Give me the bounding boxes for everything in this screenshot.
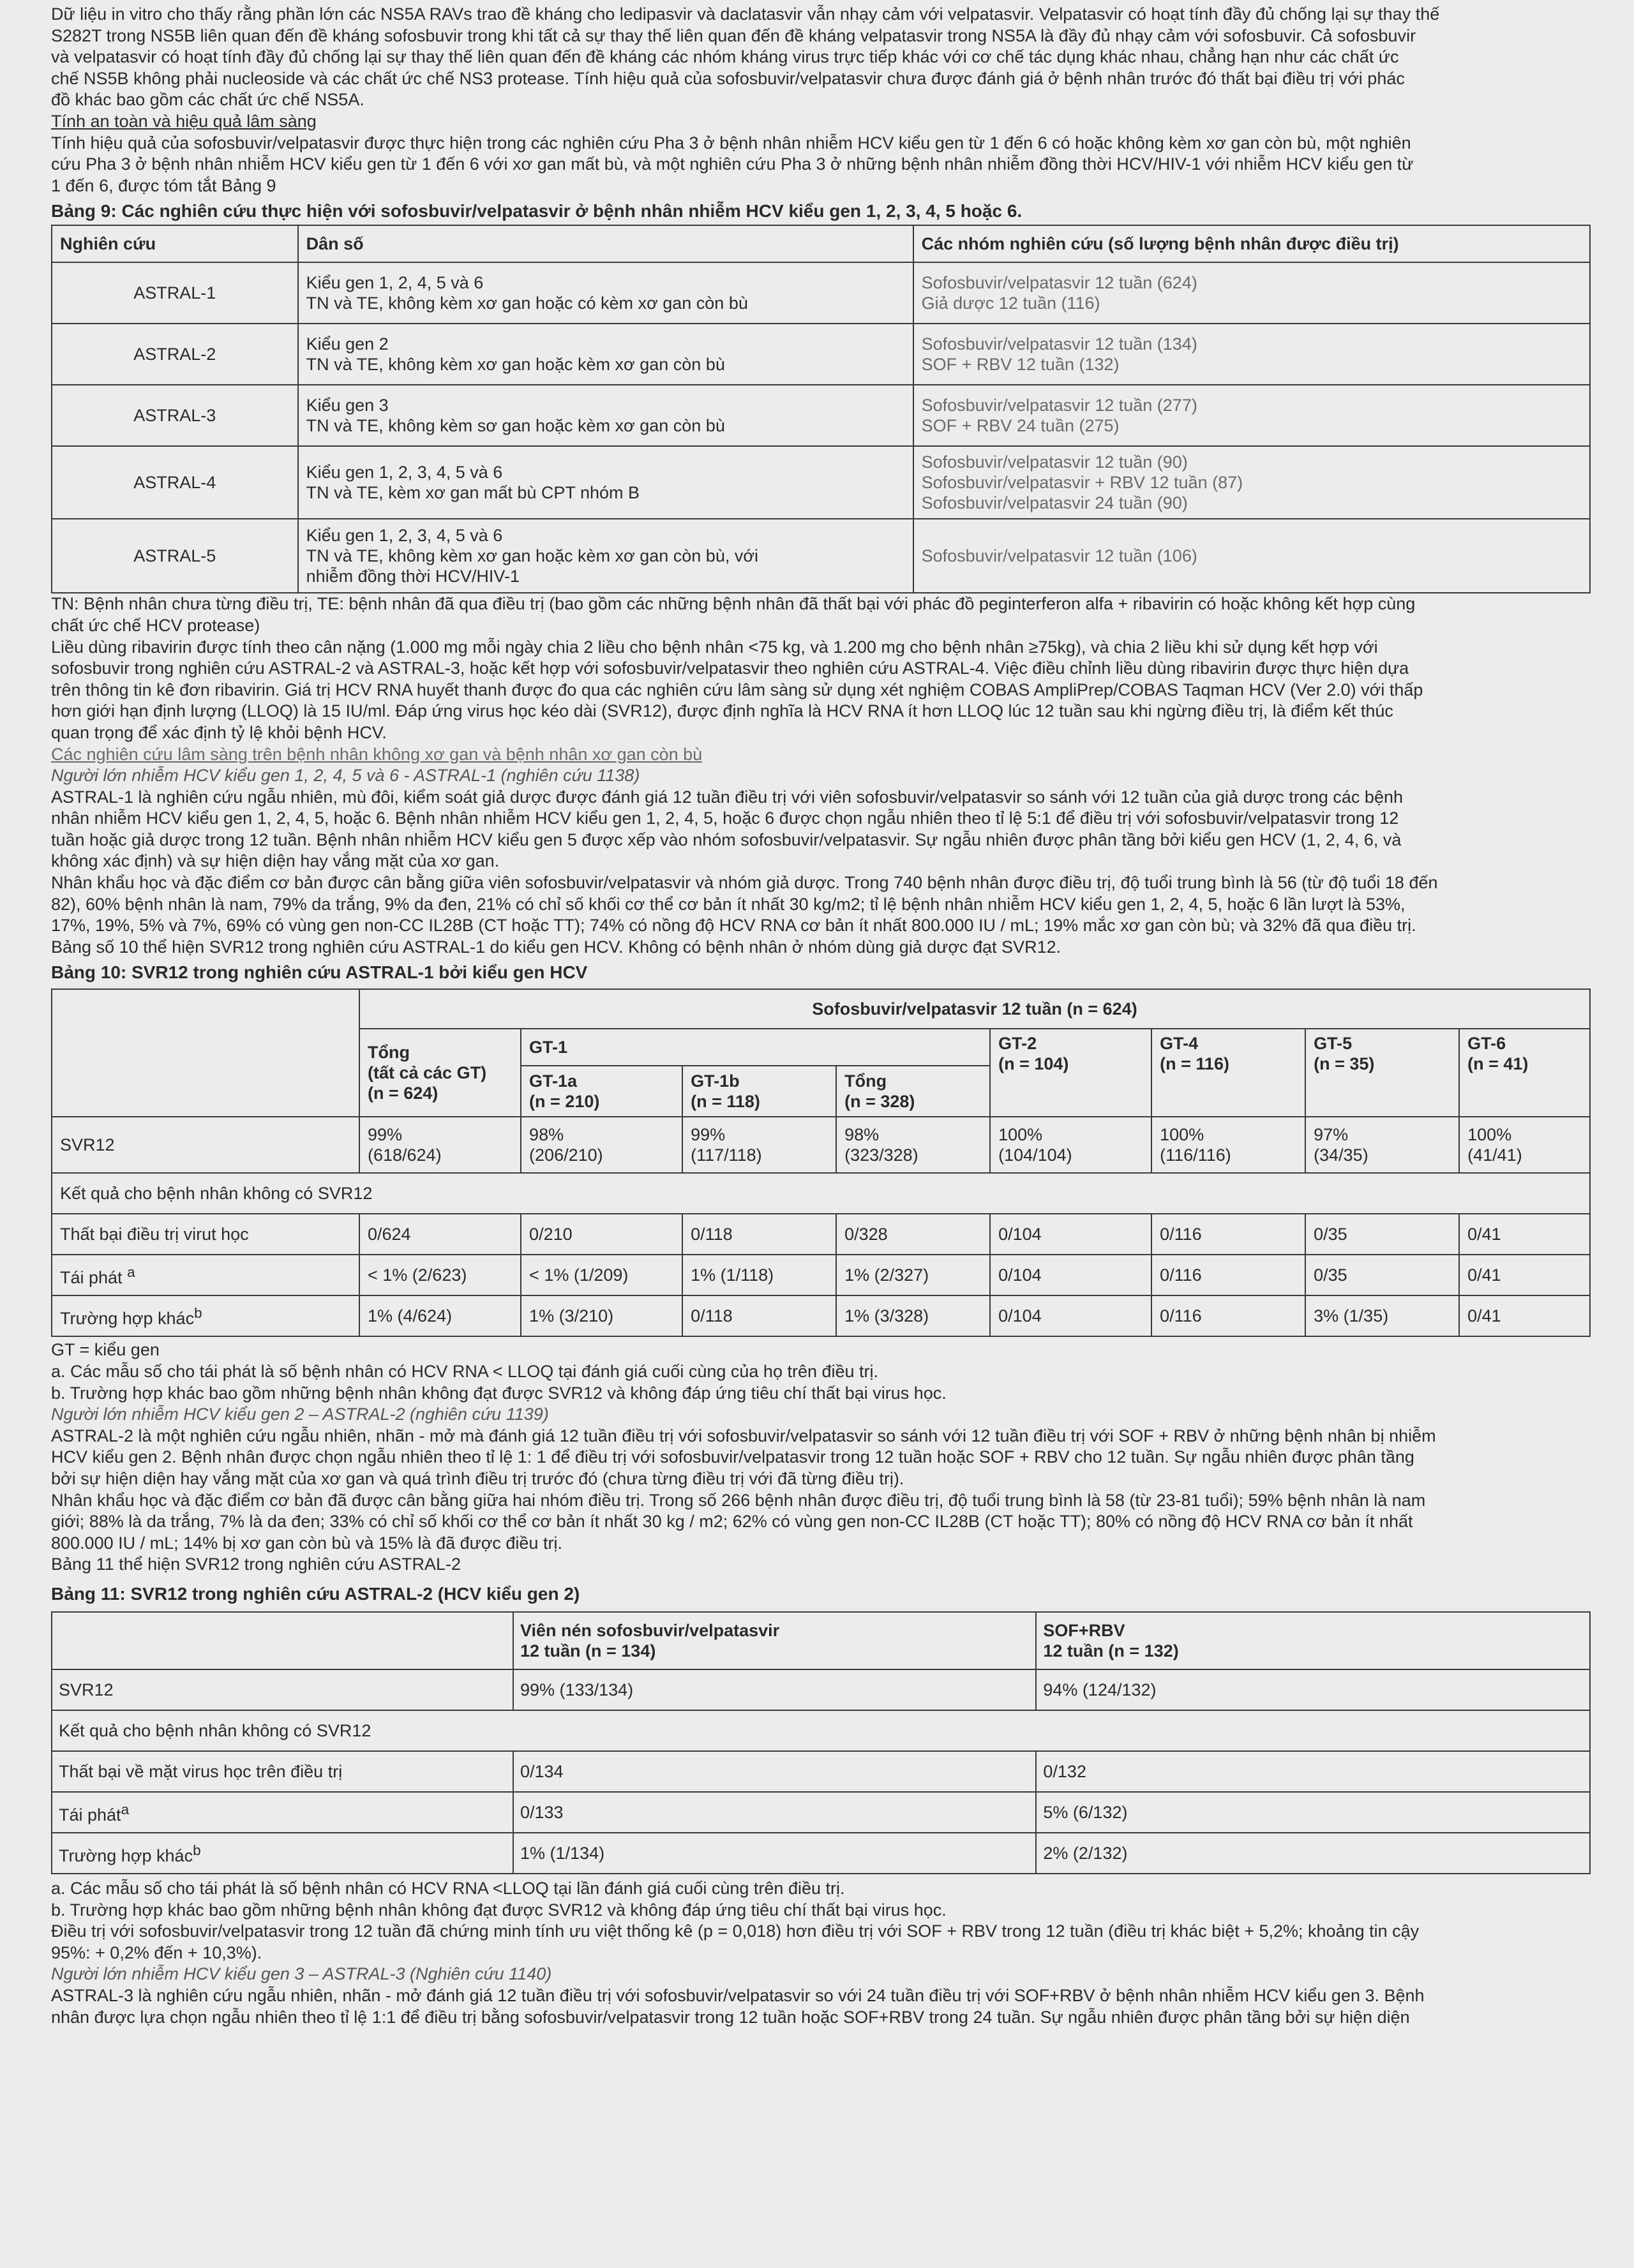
text-line: tuần hoặc giả dược trong 12 tuần. Bệnh nhân nhiễm HCV kiểu gen 5 được xếp vào nhóm sofosbuvir/velpatasvir. Sự ngẫu nhiên được phân tầng bởi kiểu gen HCV (1, 2, 4, 6, và (51, 830, 1402, 849)
text-line: a. Các mẫu số cho tái phát là số bệnh nhân có HCV RNA < LLOQ tại đánh giá cuối cùng của họ trên điều trị. (51, 1362, 879, 1382)
cell-line: Sofosbuvir/velpatasvir 12 tuần (106) (921, 546, 1197, 566)
footnote-marker: a (127, 1264, 135, 1281)
text-line: Bảng số 10 thể hiện SVR12 trong nghiên cứu ASTRAL-1 do kiểu gen HCV. Không có bệnh nhân ở nhóm dùng giả dược đạt SVR12. (51, 937, 1061, 957)
subsection-heading: Người lớn nhiễm HCV kiểu gen 3 – ASTRAL-3 (Nghiên cứu 1140) (51, 1964, 552, 1984)
cell-line: TN và TE, không kèm sơ gan hoặc kèm xơ gan còn bù (306, 416, 725, 436)
text-line: Dữ liệu in vitro cho thấy rằng phần lớn các NS5A RAVs trao đề kháng cho ledipasvir và daclatasvir vẫn nhạy cảm với velpatasvir. Velpatasvir có hoạt tính đầy đủ chống lại sự thay thế (51, 4, 1440, 24)
table-row (52, 385, 1590, 446)
subsection-heading: Người lớn nhiễm HCV kiểu gen 1, 2, 4, 5 và 6 - ASTRAL-1 (nghiên cứu 1138) (51, 766, 640, 786)
table-cell: 0/116 (1151, 1295, 1305, 1336)
cell-line: (116/116) (1160, 1145, 1231, 1165)
cell-line: (n = 104) (998, 1054, 1069, 1074)
table9-notes (51, 593, 1591, 743)
cell-line: (117/118) (691, 1145, 762, 1165)
column-header: Dân số (298, 225, 913, 262)
text-line: S282T trong NS5B liên quan đến đề kháng sofosbuvir trong khi tất cả sự thay thế liên quan đến đề kháng velpatasvir trong NS5A là đầy đủ nhạy cảm với sofosbuvir. Cả sofosbuvir (51, 26, 1416, 45)
table-cell: 0/210 (521, 1214, 682, 1255)
table-cell: 0/132 (1036, 1751, 1590, 1792)
table-cell (836, 1117, 990, 1173)
column-header (682, 1066, 836, 1117)
text-line: trên thông tin kê đơn ribavirin. Giá trị HCV RNA huyết thanh được đo qua các nghiên cứu lâm sàng sử dụng xét nghiệm COBAS AmpliPrep/COBAS Taqman HCV (Ver 2.0) với thấp (51, 680, 1423, 699)
table-cell (359, 1117, 521, 1173)
cell-line: (tất cả các GT) (368, 1063, 487, 1083)
cell-line: (n = 35) (1314, 1054, 1375, 1074)
table-cell (1459, 1117, 1590, 1173)
text-line: không xác định) và sự hiện diện hay vắng mặt của xơ gan. (51, 851, 500, 871)
text-line: đồ khác bao gồm các chất ức chế NS5A. (51, 90, 364, 110)
cell-line: Sofosbuvir/velpatasvir + RBV 12 tuần (87) (921, 473, 1243, 493)
cell-line: TN và TE, không kèm xơ gan hoặc kèm xơ gan còn bù (306, 355, 725, 375)
row-label-text: Tái phát (60, 1268, 123, 1288)
text-line: Liều dùng ribavirin được tính theo cân nặng (1.000 mg mỗi ngày chia 2 liều cho bệnh nhân <75 kg, và 1.200 mg cho bệnh nhân ≥75kg), và chia 2 liều khi sử dụng kết hợp với (51, 637, 1378, 657)
table-cell: 94% (124/132) (1036, 1669, 1590, 1710)
population-cell (298, 446, 913, 519)
cell-line: Kiểu gen 2 (306, 334, 389, 354)
table-cell: 0/624 (359, 1214, 521, 1255)
cell-line: (104/104) (998, 1145, 1072, 1165)
text-line: TN: Bệnh nhân chưa từng điều trị, TE: bệnh nhân đã qua điều trị (bao gồm các những bệnh nhân đã thất bại với phác đồ peginterferon alfa + ribavirin có hoặc không kết hợp cùng (51, 594, 1416, 614)
cell-line: Kiểu gen 1, 2, 4, 5 và 6 (306, 273, 484, 293)
table-row (52, 1117, 1590, 1173)
text-line: quan trọng để xác định tỷ lệ khỏi bệnh HCV. (51, 722, 387, 742)
table-cell (682, 1117, 836, 1173)
arms-cell (913, 385, 1590, 446)
row-label (52, 1833, 513, 1874)
table-caption: Bảng 10: SVR12 trong nghiên cứu ASTRAL-1 bởi kiểu gen HCV (51, 962, 588, 983)
column-header (1459, 1029, 1590, 1117)
column-header (1305, 1029, 1459, 1117)
table-cell: 0/118 (682, 1214, 836, 1255)
text-line: nhân nhiễm HCV kiểu gen 1, 2, 4, 5, hoặc 6. Bệnh nhân nhiễm HCV kiểu gen 1, 2, 4, 5, hoặc 6 được chọn ngẫu nhiên theo tỉ lệ 5:1 để điều trị với sofosbuvir/velpatasvir trong 12 (51, 809, 1399, 828)
table-cell: 99% (133/134) (513, 1669, 1036, 1710)
table-row (52, 446, 1590, 519)
cell-line: 99% (691, 1125, 726, 1145)
table-row (52, 1173, 1590, 1214)
text-line: ASTRAL-3 là nghiên cứu ngẫu nhiên, nhãn - mở đánh giá 12 tuần điều trị với sofosbuvir/velpatasvir so với 24 tuần điều trị với SOF+RBV ở bệnh nhân nhiễm HCV kiểu gen 3. Bệnh (51, 1985, 1425, 2005)
row-label (52, 1792, 513, 1833)
study-name: ASTRAL-5 (52, 519, 298, 593)
table-cell: 5% (6/132) (1036, 1792, 1590, 1833)
cell-line: GT-1b (691, 1071, 740, 1091)
table-caption: Bảng 9: Các nghiên cứu thực hiện với sofosbuvir/velpatasvir ở bệnh nhân nhiễm HCV kiểu gen 1, 2, 3, 4, 5 hoặc 6. (51, 201, 1023, 221)
cell-line: TN và TE, không kèm xơ gan hoặc kèm xơ gan còn bù, với (306, 546, 759, 566)
arms-cell (913, 324, 1590, 385)
cell-line: Sofosbuvir/velpatasvir 24 tuần (90) (921, 493, 1188, 513)
arms-cell (913, 519, 1590, 593)
column-header: Nghiên cứu (52, 225, 298, 262)
text-line: nhân được lựa chọn ngẫu nhiên theo tỉ lệ 1:1 để điều trị bằng sofosbuvir/velpatasvir trong 12 tuần hoặc SOF+RBV trong 24 tuần. Sự ngẫu nhiên được phân tầng bởi sự hiện diện (51, 2007, 1410, 2027)
cell-line: SOF + RBV 12 tuần (132) (921, 355, 1120, 375)
table-cell: < 1% (1/209) (521, 1255, 682, 1295)
empty-corner-cell (52, 989, 359, 1117)
astral3-paragraph (51, 1985, 1591, 2028)
column-header (836, 1066, 990, 1117)
cell-line: 98% (529, 1125, 564, 1145)
population-cell (298, 324, 913, 385)
table-cell: 1% (2/327) (836, 1255, 990, 1295)
cell-line: GT-1a (529, 1071, 578, 1091)
intro-paragraph (51, 4, 1591, 111)
footnote-marker: a (121, 1801, 130, 1817)
cell-line: 97% (1314, 1125, 1349, 1145)
row-label: Thất bại điều trị virut học (52, 1214, 359, 1255)
cell-line: (618/624) (368, 1145, 442, 1165)
text-line: b. Trường hợp khác bao gồm những bệnh nhân không đạt được SVR12 và không đáp ứng tiêu chí thất bại virus học. (51, 1900, 947, 1920)
cell-line: 12 tuần (n = 134) (520, 1641, 656, 1660)
table-cell: 1% (3/210) (521, 1295, 682, 1336)
cell-line: (323/328) (844, 1145, 918, 1165)
text-line: cứu Pha 3 ở bệnh nhân nhiễm HCV kiểu gen từ 1 đến 6 với xơ gan mất bù, và một nghiên cứu Pha 3 ở những bệnh nhân nhiễm đồng thời HCV/HIV-1 với nhiễm HCV kiểu gen từ (51, 154, 1414, 174)
column-header (521, 1066, 682, 1117)
text-line: HCV kiểu gen 2. Bệnh nhân được chọn ngẫu nhiên theo tỉ lệ 1: 1 để điều trị với sofosbuvir/velpatasvir trong 12 tuần hoặc SOF + RBV cho 12 tuần. Sự ngẫu nhiên được phân tầng (51, 1447, 1414, 1467)
table-cell: 0/118 (682, 1295, 836, 1336)
row-label (52, 1295, 359, 1336)
cell-line: Giả dược 12 tuần (116) (921, 294, 1100, 313)
table-cell: 2% (2/132) (1036, 1833, 1590, 1874)
table-cell: 0/328 (836, 1214, 990, 1255)
table-11 (51, 1611, 1591, 1874)
table-cell: 0/104 (990, 1255, 1151, 1295)
table-cell: 0/134 (513, 1751, 1036, 1792)
column-header (359, 1029, 521, 1117)
text-line: bởi sự hiện diện hay vắng mặt của xơ gan và quá trình điều trị trước đó (chưa từng điều trị với đã từng điều trị). (51, 1469, 904, 1488)
text-line: Điều trị với sofosbuvir/velpatasvir trong 12 tuần đã chứng minh tính ưu việt thống kê (p = 0,018) hơn điều trị với SOF + RBV trong 12 tuần (điều trị khác biệt + 5,2%; khoảng tin cậy (51, 1921, 1420, 1941)
cell-line: GT-2 (998, 1034, 1037, 1054)
table-10 (51, 989, 1591, 1337)
text-line: và velpatasvir có hoạt tính đầy đủ chống lại sự thay thế liên quan đến đề kháng các nhóm kháng virus trực tiếp khác với cơ chế tác dụng khác nhau, chẳng hạn như các chất ức (51, 47, 1399, 67)
text-line: 1 đến 6, được tóm tắt Bảng 9 (51, 175, 276, 195)
text-line: ASTRAL-2 là một nghiên cứu ngẫu nhiên, nhãn - mở mà đánh giá 12 tuần điều trị với sofosbuvir/velpatasvir so sánh với 12 tuần điều trị với SOF + RBV ở những bệnh nhân bị nhiễm (51, 1426, 1436, 1445)
cell-line: 98% (844, 1125, 880, 1145)
cell-line: Tổng (844, 1071, 887, 1091)
cell-line: 100% (1467, 1125, 1512, 1145)
table-row (52, 1255, 1590, 1295)
table-cell (990, 1117, 1151, 1173)
population-cell (298, 519, 913, 593)
cell-line: Kiểu gen 3 (306, 396, 389, 415)
table-9 (51, 225, 1591, 593)
table-cell: 0/35 (1305, 1214, 1459, 1255)
table-row (52, 324, 1590, 385)
cell-line: (n = 116) (1160, 1054, 1229, 1074)
column-header: Các nhóm nghiên cứu (số lượng bệnh nhân được điều trị) (913, 225, 1590, 262)
cell-line: (206/210) (529, 1145, 603, 1165)
population-cell (298, 385, 913, 446)
text-line: Nhân khẩu học và đặc điểm cơ bản đã được cân bằng giữa hai nhóm điều trị. Trong số 266 bệnh nhân được điều trị, độ tuổi trung bình là 58 (từ 23-81 tuổi); 59% bệnh nhân là nam (51, 1490, 1426, 1510)
text-line: 800.000 IU / mL; 14% bị xơ gan còn bù và 15% là đã được điều trị. (51, 1533, 562, 1553)
table-cell: 0/133 (513, 1792, 1036, 1833)
cell-line: Sofosbuvir/velpatasvir 12 tuần (277) (921, 396, 1197, 415)
cell-line: GT-5 (1314, 1034, 1353, 1054)
text-line: a. Các mẫu số cho tái phát là số bệnh nhân có HCV RNA <LLOQ tại lần đánh giá cuối cùng trên điều trị. (51, 1878, 845, 1898)
text-line: giới; 88% là da trắng, 7% là da đen; 33% có chỉ số khối cơ thể cơ bản ít nhất 30 kg / m2; 62% có vùng gen non-CC IL28B (CT hoặc TT); 80% có nồng độ HCV RNA cơ bản ít nhất (51, 1512, 1413, 1532)
table-row (52, 519, 1590, 593)
cell-line: TN và TE, kèm xơ gan mất bù CPT nhóm B (306, 483, 640, 503)
table-cell: 0/41 (1459, 1214, 1590, 1255)
column-header: GT-1 (521, 1029, 990, 1066)
table-header-row (52, 1612, 1590, 1669)
text-line: 95%: + 0,2% đến + 10,3%). (51, 1943, 262, 1962)
text-line: sofosbuvir trong nghiên cứu ASTRAL-2 và ASTRAL-3, hoặc kết hợp với sofosbuvir/velpatasvir theo nghiên cứu ASTRAL-4. Việc điều chỉnh liều dùng ribavirin được thực hiện dựa (51, 659, 1409, 678)
table-row (52, 1751, 1590, 1792)
section-row: Kết quả cho bệnh nhân không có SVR12 (52, 1710, 1590, 1751)
cell-line: (n = 210) (529, 1092, 600, 1112)
column-header (990, 1029, 1151, 1117)
cell-line: SOF + RBV 24 tuần (275) (921, 416, 1120, 436)
text-line: Bảng 11 thể hiện SVR12 trong nghiên cứu ASTRAL-2 (51, 1555, 461, 1574)
row-label: Thất bại về mặt virus học trên điều trị (52, 1751, 513, 1792)
study-name: ASTRAL-3 (52, 385, 298, 446)
text-line: 82), 60% bệnh nhân là nam, 79% da trắng, 9% da đen, 21% có chỉ số khối cơ thể cơ bản ít nhất 30 kg/m2; tỉ lệ bệnh nhân nhiễm HCV kiểu gen 1, 2, 4, 5, hoặc 6 lần lượt là 53%, (51, 894, 1405, 914)
table-caption: Bảng 11: SVR12 trong nghiên cứu ASTRAL-2 (HCV kiểu gen 2) (51, 1583, 580, 1604)
text-line: hơn giới hạn định lượng (LLOQ) là 15 IU/ml. Đáp ứng virus học kéo dài (SVR12), được định nghĩa là HCV RNA ít hơn LLOQ lúc 12 tuần sau khi ngừng điều trị, là điểm kết thúc (51, 701, 1393, 721)
footnote-marker: b (193, 1842, 201, 1858)
table10-notes (51, 1339, 1591, 1404)
text-line: 17%, 19%, 5% và 7%, 69% có vùng gen non-CC IL28B (CT hoặc TT); 74% có nồng độ HCV RNA cơ bản ít nhất 800.000 IU / mL; 19% mắc xơ gan còn bù; và 32% đã qua điều trị. (51, 916, 1416, 936)
column-header (513, 1612, 1036, 1669)
table-cell: 1% (1/118) (682, 1255, 836, 1295)
text-line: chất ức chế HCV protease) (51, 615, 260, 635)
table-header-row (52, 225, 1590, 262)
table-row (52, 1833, 1590, 1874)
arms-cell (913, 262, 1590, 324)
section-heading: Các nghiên cứu lâm sàng trên bệnh nhân không xơ gan và bệnh nhân xơ gan còn bù (51, 744, 703, 764)
study-name: ASTRAL-4 (52, 446, 298, 519)
cell-line: Sofosbuvir/velpatasvir 12 tuần (134) (921, 334, 1197, 354)
cell-line: Sofosbuvir/velpatasvir 12 tuần (90) (921, 452, 1188, 472)
cell-line: Sofosbuvir/velpatasvir 12 tuần (624) (921, 273, 1197, 293)
cell-line: (n = 328) (844, 1092, 915, 1112)
cell-line: GT-4 (1160, 1034, 1199, 1054)
cell-line: GT-6 (1467, 1034, 1506, 1054)
table-cell: 0/104 (990, 1295, 1151, 1336)
cell-line: (41/41) (1467, 1145, 1522, 1165)
table-cell (1151, 1117, 1305, 1173)
table-row (52, 1792, 1590, 1833)
cell-line: (n = 624) (368, 1084, 438, 1103)
group-header: Sofosbuvir/velpatasvir 12 tuần (n = 624) (359, 989, 1590, 1029)
subsection-heading: Người lớn nhiễm HCV kiểu gen 2 – ASTRAL-2 (nghiên cứu 1139) (51, 1405, 549, 1424)
cell-line: 100% (998, 1125, 1043, 1145)
cell-line: (34/35) (1314, 1145, 1368, 1165)
table-cell: 0/116 (1151, 1214, 1305, 1255)
row-label-text: Trường hợp khác (60, 1309, 195, 1329)
empty-corner-cell (52, 1612, 513, 1669)
footnote-marker: b (194, 1305, 202, 1322)
row-label-text: Tái phát (59, 1805, 121, 1824)
section-heading: Tính an toàn và hiệu quả lâm sàng (51, 111, 317, 131)
population-cell (298, 262, 913, 324)
cell-line: 12 tuần (n = 132) (1043, 1641, 1179, 1660)
column-header (1036, 1612, 1590, 1669)
text-line: Tính hiệu quả của sofosbuvir/velpatasvir được thực hiện trong các nghiên cứu Pha 3 ở bệnh nhân nhiễm HCV kiểu gen từ 1 đến 6 có hoặc không kèm xơ gan còn bù, một nghiên (51, 133, 1411, 153)
table-cell: 0/104 (990, 1214, 1151, 1255)
cell-line: (n = 41) (1467, 1054, 1529, 1074)
table-cell: 1% (4/624) (359, 1295, 521, 1336)
table-cell: 0/41 (1459, 1295, 1590, 1336)
table-row (52, 1214, 1590, 1255)
cell-line: Kiểu gen 1, 2, 3, 4, 5 và 6 (306, 526, 503, 546)
astral1-paragraph (51, 787, 1591, 959)
table-cell: < 1% (2/623) (359, 1255, 521, 1295)
text-line: GT = kiểu gen (51, 1340, 160, 1360)
arms-cell (913, 446, 1590, 519)
cell-line: SOF+RBV (1043, 1620, 1125, 1640)
cell-line: TN và TE, không kèm xơ gan hoặc có kèm xơ gan còn bù (306, 294, 748, 313)
cell-line: (n = 118) (691, 1092, 760, 1112)
row-label-text: Trường hợp khác (59, 1846, 193, 1865)
table-cell: 1% (1/134) (513, 1833, 1036, 1874)
table-row (52, 1669, 1590, 1710)
table-cell (1305, 1117, 1459, 1173)
table11-notes (51, 1878, 1591, 1964)
cell-line: 99% (368, 1125, 403, 1145)
cell-line: Kiểu gen 1, 2, 3, 4, 5 và 6 (306, 463, 503, 482)
astral2-paragraph (51, 1426, 1591, 1576)
table-cell: 0/41 (1459, 1255, 1590, 1295)
table-row (52, 1710, 1590, 1751)
table-cell: 0/116 (1151, 1255, 1305, 1295)
table-row (52, 1295, 1590, 1336)
table-header-row (52, 989, 1590, 1029)
cell-line: Tổng (368, 1043, 410, 1063)
text-line: b. Trường hợp khác bao gồm những bệnh nhân không đạt được SVR12 và không đáp ứng tiêu chí thất bại virus học. (51, 1383, 947, 1403)
text-line: Nhân khẩu học và đặc điểm cơ bản được cân bằng giữa viên sofosbuvir/velpatasvir và nhóm giả dược. Trong 740 bệnh nhân được điều trị, độ tuổi trung bình là 56 (từ độ tuổi 18 đến (51, 873, 1438, 893)
cell-line: 100% (1160, 1125, 1204, 1145)
table-cell: 1% (3/328) (836, 1295, 990, 1336)
safety-paragraph (51, 133, 1591, 197)
text-line: ASTRAL-1 là nghiên cứu ngẫu nhiên, mù đôi, kiểm soát giả dược được đánh giá 12 tuần điều trị với viên sofosbuvir/velpatasvir so sánh với 12 tuần của giả dược trong các bệnh (51, 787, 1403, 807)
table-cell: 0/35 (1305, 1255, 1459, 1295)
row-label (52, 1255, 359, 1295)
row-label: SVR12 (52, 1117, 359, 1173)
cell-line: nhiễm đồng thời HCV/HIV-1 (306, 567, 520, 586)
section-row: Kết quả cho bệnh nhân không có SVR12 (52, 1173, 1590, 1214)
study-name: ASTRAL-1 (52, 262, 298, 324)
table-cell (521, 1117, 682, 1173)
study-name: ASTRAL-2 (52, 324, 298, 385)
table-cell: 3% (1/35) (1305, 1295, 1459, 1336)
table-row (52, 262, 1590, 324)
cell-line: Viên nén sofosbuvir/velpatasvir (520, 1620, 780, 1640)
column-header (1151, 1029, 1305, 1117)
text-line: chế NS5B không phải nucleoside và các chất ức chế NS3 protease. Tính hiệu quả của sofosbuvir/velpatasvir chưa được đánh giá ở bệnh nhân trước đó thất bại điều trị với phác (51, 68, 1405, 88)
row-label: SVR12 (52, 1669, 513, 1710)
